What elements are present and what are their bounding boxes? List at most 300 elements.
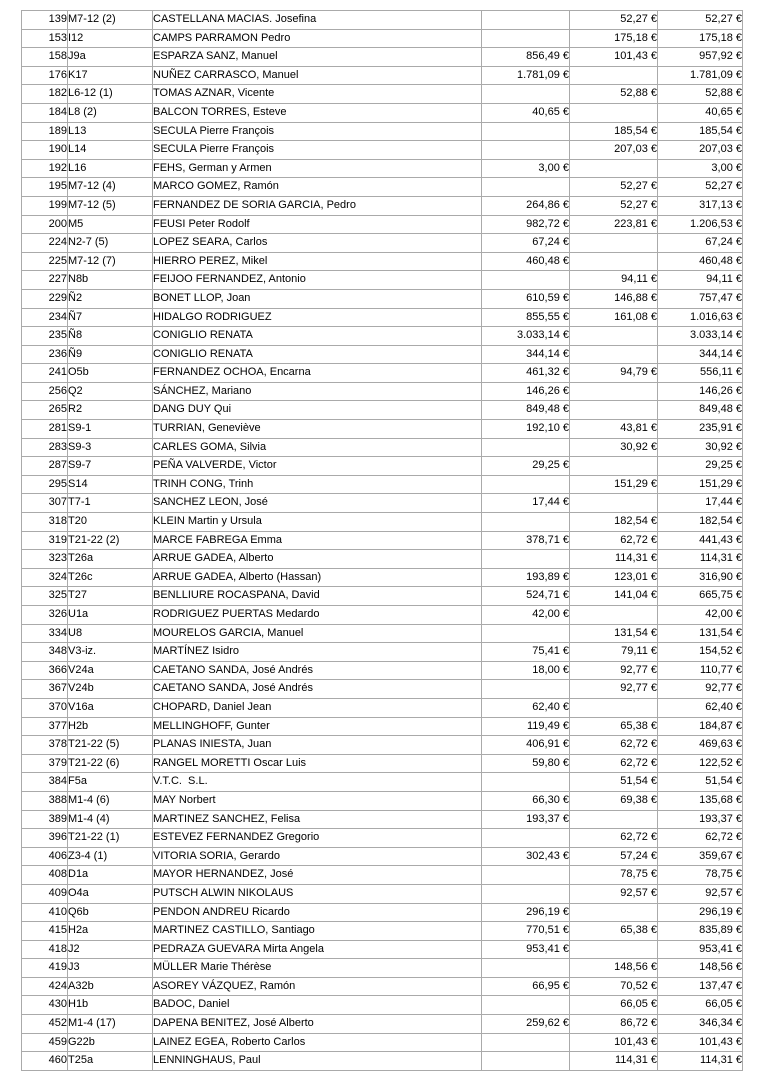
owner-name-cell: FEHS, German y Armen bbox=[153, 159, 482, 178]
fee-1-cell: 460,48 € bbox=[482, 252, 570, 271]
plot-number-cell: 408 bbox=[22, 866, 68, 885]
total-cell: 101,43 € bbox=[658, 1033, 743, 1052]
total-cell: 193,37 € bbox=[658, 810, 743, 829]
table-row bbox=[22, 587, 743, 606]
fee-1-cell: 146,26 € bbox=[482, 382, 570, 401]
plot-number-cell: 153 bbox=[22, 29, 68, 48]
plot-number-cell: 227 bbox=[22, 271, 68, 290]
fee-2-cell bbox=[570, 494, 658, 513]
fee-2-cell: 175,18 € bbox=[570, 29, 658, 48]
table-row bbox=[22, 122, 743, 141]
fee-2-cell: 66,05 € bbox=[570, 996, 658, 1015]
fee-1-cell bbox=[482, 624, 570, 643]
plot-code-cell: V24a bbox=[68, 661, 153, 680]
table-row bbox=[22, 475, 743, 494]
fee-1-cell: 982,72 € bbox=[482, 215, 570, 234]
owner-name-cell: PUTSCH ALWIN NIKOLAUS bbox=[153, 884, 482, 903]
table-row bbox=[22, 736, 743, 755]
table-row bbox=[22, 401, 743, 420]
owner-name-cell: LENNINGHAUS, Paul bbox=[153, 1052, 482, 1071]
fee-1-cell: 855,55 € bbox=[482, 308, 570, 327]
owner-name-cell: PEÑA VALVERDE, Victor bbox=[153, 457, 482, 476]
total-cell: 344,14 € bbox=[658, 345, 743, 364]
fee-table bbox=[21, 10, 743, 1071]
fee-2-cell bbox=[570, 940, 658, 959]
plot-number-cell: 460 bbox=[22, 1052, 68, 1071]
plot-number-cell: 189 bbox=[22, 122, 68, 141]
owner-name-cell: MARTINEZ CASTILLO, Santiago bbox=[153, 922, 482, 941]
owner-name-cell: VITORIA SORIA, Gerardo bbox=[153, 847, 482, 866]
plot-number-cell: 195 bbox=[22, 178, 68, 197]
fee-2-cell: 123,01 € bbox=[570, 568, 658, 587]
plot-code-cell: Ñ9 bbox=[68, 345, 153, 364]
table-row bbox=[22, 884, 743, 903]
fee-1-cell bbox=[482, 85, 570, 104]
plot-code-cell: T25a bbox=[68, 1052, 153, 1071]
table-row bbox=[22, 457, 743, 476]
owner-name-cell: V.T.C. S.L. bbox=[153, 773, 482, 792]
plot-code-cell: T7-1 bbox=[68, 494, 153, 513]
fee-1-cell: 193,37 € bbox=[482, 810, 570, 829]
total-cell: 3,00 € bbox=[658, 159, 743, 178]
table-row bbox=[22, 438, 743, 457]
plot-code-cell: L8 (2) bbox=[68, 103, 153, 122]
total-cell: 953,41 € bbox=[658, 940, 743, 959]
total-cell: 460,48 € bbox=[658, 252, 743, 271]
plot-number-cell: 326 bbox=[22, 606, 68, 625]
owner-name-cell: FERNANDEZ DE SORIA GARCIA, Pedro bbox=[153, 196, 482, 215]
plot-number-cell: 366 bbox=[22, 661, 68, 680]
table-row bbox=[22, 420, 743, 439]
plot-code-cell: D1a bbox=[68, 866, 153, 885]
plot-code-cell: A32b bbox=[68, 977, 153, 996]
owner-name-cell: HIERRO PEREZ, Mikel bbox=[153, 252, 482, 271]
owner-name-cell: FERNANDEZ OCHOA, Encarna bbox=[153, 364, 482, 383]
plot-code-cell: H1b bbox=[68, 996, 153, 1015]
plot-code-cell: M7-12 (4) bbox=[68, 178, 153, 197]
plot-number-cell: 325 bbox=[22, 587, 68, 606]
fee-1-cell: 42,00 € bbox=[482, 606, 570, 625]
total-cell: 52,27 € bbox=[658, 178, 743, 197]
total-cell: 835,89 € bbox=[658, 922, 743, 941]
plot-code-cell: M1-4 (17) bbox=[68, 1015, 153, 1034]
fee-2-cell bbox=[570, 401, 658, 420]
plot-code-cell: V16a bbox=[68, 698, 153, 717]
plot-code-cell: Ñ2 bbox=[68, 289, 153, 308]
plot-number-cell: 139 bbox=[22, 11, 68, 30]
plot-number-cell: 307 bbox=[22, 494, 68, 513]
fee-2-cell: 62,72 € bbox=[570, 829, 658, 848]
plot-number-cell: 430 bbox=[22, 996, 68, 1015]
total-cell: 92,77 € bbox=[658, 680, 743, 699]
plot-number-cell: 158 bbox=[22, 48, 68, 67]
owner-name-cell: TURRIAN, Geneviève bbox=[153, 420, 482, 439]
total-cell: 94,11 € bbox=[658, 271, 743, 290]
total-cell: 235,91 € bbox=[658, 420, 743, 439]
fee-1-cell bbox=[482, 122, 570, 141]
table-row bbox=[22, 48, 743, 67]
plot-code-cell: Ñ7 bbox=[68, 308, 153, 327]
fee-1-cell bbox=[482, 959, 570, 978]
fee-1-cell bbox=[482, 829, 570, 848]
total-cell: 29,25 € bbox=[658, 457, 743, 476]
table-row bbox=[22, 11, 743, 30]
fee-1-cell bbox=[482, 11, 570, 30]
fee-1-cell bbox=[482, 1052, 570, 1071]
total-cell: 66,05 € bbox=[658, 996, 743, 1015]
plot-code-cell: Z3-4 (1) bbox=[68, 847, 153, 866]
total-cell: 67,24 € bbox=[658, 234, 743, 253]
table-row bbox=[22, 345, 743, 364]
plot-number-cell: 192 bbox=[22, 159, 68, 178]
table-row bbox=[22, 996, 743, 1015]
plot-code-cell: T21-22 (5) bbox=[68, 736, 153, 755]
plot-number-cell: 287 bbox=[22, 457, 68, 476]
fee-1-cell: 296,19 € bbox=[482, 903, 570, 922]
plot-number-cell: 378 bbox=[22, 736, 68, 755]
owner-name-cell: TOMAS AZNAR, Vicente bbox=[153, 85, 482, 104]
table-row bbox=[22, 271, 743, 290]
owner-name-cell: LOPEZ SEARA, Carlos bbox=[153, 234, 482, 253]
plot-number-cell: 388 bbox=[22, 791, 68, 810]
plot-code-cell: S9-7 bbox=[68, 457, 153, 476]
plot-code-cell: M7-12 (7) bbox=[68, 252, 153, 271]
fee-2-cell bbox=[570, 698, 658, 717]
plot-number-cell: 190 bbox=[22, 141, 68, 160]
plot-code-cell: L6-12 (1) bbox=[68, 85, 153, 104]
plot-code-cell: N2-7 (5) bbox=[68, 234, 153, 253]
total-cell: 469,63 € bbox=[658, 736, 743, 755]
table-row bbox=[22, 922, 743, 941]
fee-1-cell bbox=[482, 996, 570, 1015]
fee-2-cell: 207,03 € bbox=[570, 141, 658, 160]
owner-name-cell: KLEIN Martin y Ursula bbox=[153, 513, 482, 532]
total-cell: 62,40 € bbox=[658, 698, 743, 717]
fee-1-cell: 610,59 € bbox=[482, 289, 570, 308]
plot-code-cell: M7-12 (2) bbox=[68, 11, 153, 30]
fee-2-cell: 101,43 € bbox=[570, 1033, 658, 1052]
owner-name-cell: BADOC, Daniel bbox=[153, 996, 482, 1015]
plot-number-cell: 176 bbox=[22, 66, 68, 85]
plot-number-cell: 234 bbox=[22, 308, 68, 327]
total-cell: 665,75 € bbox=[658, 587, 743, 606]
fee-2-cell: 57,24 € bbox=[570, 847, 658, 866]
plot-number-cell: 406 bbox=[22, 847, 68, 866]
total-cell: 175,18 € bbox=[658, 29, 743, 48]
fee-1-cell bbox=[482, 178, 570, 197]
plot-code-cell: F5a bbox=[68, 773, 153, 792]
fee-1-cell bbox=[482, 141, 570, 160]
fee-2-cell: 78,75 € bbox=[570, 866, 658, 885]
owner-name-cell: BENLLIURE ROCASPANA, David bbox=[153, 587, 482, 606]
plot-number-cell: 323 bbox=[22, 550, 68, 569]
fee-2-cell: 52,88 € bbox=[570, 85, 658, 104]
total-cell: 110,77 € bbox=[658, 661, 743, 680]
fee-2-cell: 101,43 € bbox=[570, 48, 658, 67]
plot-code-cell: S9-3 bbox=[68, 438, 153, 457]
plot-number-cell: 241 bbox=[22, 364, 68, 383]
fee-1-cell bbox=[482, 438, 570, 457]
fee-1-cell bbox=[482, 773, 570, 792]
table-row bbox=[22, 327, 743, 346]
plot-code-cell: J3 bbox=[68, 959, 153, 978]
fee-2-cell: 92,77 € bbox=[570, 680, 658, 699]
plot-code-cell: T21-22 (1) bbox=[68, 829, 153, 848]
fee-2-cell: 65,38 € bbox=[570, 922, 658, 941]
owner-name-cell: CONIGLIO RENATA bbox=[153, 345, 482, 364]
table-row bbox=[22, 141, 743, 160]
plot-number-cell: 283 bbox=[22, 438, 68, 457]
fee-1-cell: 59,80 € bbox=[482, 754, 570, 773]
owner-name-cell: CAETANO SANDA, José Andrés bbox=[153, 680, 482, 699]
total-cell: 51,54 € bbox=[658, 773, 743, 792]
plot-code-cell: M5 bbox=[68, 215, 153, 234]
plot-code-cell: V3-iz. bbox=[68, 643, 153, 662]
total-cell: 114,31 € bbox=[658, 550, 743, 569]
table-row bbox=[22, 829, 743, 848]
plot-code-cell: L14 bbox=[68, 141, 153, 160]
fee-2-cell: 185,54 € bbox=[570, 122, 658, 141]
plot-number-cell: 199 bbox=[22, 196, 68, 215]
table-row bbox=[22, 364, 743, 383]
plot-code-cell: T26a bbox=[68, 550, 153, 569]
plot-code-cell: V24b bbox=[68, 680, 153, 699]
owner-name-cell: DAPENA BENITEZ, José Alberto bbox=[153, 1015, 482, 1034]
fee-2-cell bbox=[570, 457, 658, 476]
owner-name-cell: LAINEZ EGEA, Roberto Carlos bbox=[153, 1033, 482, 1052]
fee-1-cell: 953,41 € bbox=[482, 940, 570, 959]
fee-2-cell: 70,52 € bbox=[570, 977, 658, 996]
total-cell: 1.016,63 € bbox=[658, 308, 743, 327]
fee-2-cell: 43,81 € bbox=[570, 420, 658, 439]
plot-code-cell: Ñ8 bbox=[68, 327, 153, 346]
plot-code-cell: S14 bbox=[68, 475, 153, 494]
table-row bbox=[22, 717, 743, 736]
fee-1-cell: 770,51 € bbox=[482, 922, 570, 941]
fee-2-cell: 94,11 € bbox=[570, 271, 658, 290]
fee-1-cell bbox=[482, 1033, 570, 1052]
fee-1-cell: 524,71 € bbox=[482, 587, 570, 606]
plot-code-cell: T27 bbox=[68, 587, 153, 606]
table-row bbox=[22, 550, 743, 569]
owner-name-cell: RANGEL MORETTI Oscar Luis bbox=[153, 754, 482, 773]
owner-name-cell: CONIGLIO RENATA bbox=[153, 327, 482, 346]
plot-code-cell: G22b bbox=[68, 1033, 153, 1052]
table-row bbox=[22, 568, 743, 587]
total-cell: 52,27 € bbox=[658, 11, 743, 30]
fee-2-cell: 51,54 € bbox=[570, 773, 658, 792]
owner-name-cell: MOURELOS GARCIA, Manuel bbox=[153, 624, 482, 643]
fee-1-cell bbox=[482, 29, 570, 48]
owner-name-cell: MARCO GOMEZ, Ramón bbox=[153, 178, 482, 197]
fee-2-cell bbox=[570, 234, 658, 253]
owner-name-cell: CAETANO SANDA, José Andrés bbox=[153, 661, 482, 680]
fee-1-cell: 461,32 € bbox=[482, 364, 570, 383]
table-row bbox=[22, 103, 743, 122]
table-row bbox=[22, 866, 743, 885]
total-cell: 30,92 € bbox=[658, 438, 743, 457]
plot-number-cell: 409 bbox=[22, 884, 68, 903]
owner-name-cell: ARRUE GADEA, Alberto (Hassan) bbox=[153, 568, 482, 587]
plot-number-cell: 370 bbox=[22, 698, 68, 717]
plot-code-cell: I12 bbox=[68, 29, 153, 48]
total-cell: 556,11 € bbox=[658, 364, 743, 383]
plot-code-cell: M7-12 (5) bbox=[68, 196, 153, 215]
owner-name-cell: RODRIGUEZ PUERTAS Medardo bbox=[153, 606, 482, 625]
fee-2-cell: 52,27 € bbox=[570, 178, 658, 197]
total-cell: 137,47 € bbox=[658, 977, 743, 996]
plot-number-cell: 256 bbox=[22, 382, 68, 401]
owner-name-cell: ARRUE GADEA, Alberto bbox=[153, 550, 482, 569]
table-row bbox=[22, 382, 743, 401]
table-row bbox=[22, 308, 743, 327]
total-cell: 441,43 € bbox=[658, 531, 743, 550]
plot-code-cell: H2b bbox=[68, 717, 153, 736]
owner-name-cell: BALCON TORRES, Esteve bbox=[153, 103, 482, 122]
plot-number-cell: 318 bbox=[22, 513, 68, 532]
plot-number-cell: 424 bbox=[22, 977, 68, 996]
fee-2-cell bbox=[570, 382, 658, 401]
plot-number-cell: 377 bbox=[22, 717, 68, 736]
table-row bbox=[22, 903, 743, 922]
owner-name-cell: FEUSI Peter Rodolf bbox=[153, 215, 482, 234]
owner-name-cell: FEIJOO FERNANDEZ, Antonio bbox=[153, 271, 482, 290]
plot-number-cell: 281 bbox=[22, 420, 68, 439]
fee-2-cell: 52,27 € bbox=[570, 196, 658, 215]
fee-1-cell: 29,25 € bbox=[482, 457, 570, 476]
fee-1-cell: 3.033,14 € bbox=[482, 327, 570, 346]
owner-name-cell: PLANAS INIESTA, Juan bbox=[153, 736, 482, 755]
owner-name-cell: MARTÍNEZ Isidro bbox=[153, 643, 482, 662]
total-cell: 122,52 € bbox=[658, 754, 743, 773]
fee-1-cell: 66,30 € bbox=[482, 791, 570, 810]
plot-number-cell: 415 bbox=[22, 922, 68, 941]
fee-1-cell bbox=[482, 866, 570, 885]
fee-2-cell: 30,92 € bbox=[570, 438, 658, 457]
table-row bbox=[22, 159, 743, 178]
fee-1-cell: 62,40 € bbox=[482, 698, 570, 717]
fee-1-cell: 378,71 € bbox=[482, 531, 570, 550]
fee-1-cell: 302,43 € bbox=[482, 847, 570, 866]
plot-code-cell: L16 bbox=[68, 159, 153, 178]
plot-code-cell: L13 bbox=[68, 122, 153, 141]
plot-code-cell: R2 bbox=[68, 401, 153, 420]
fee-1-cell: 66,95 € bbox=[482, 977, 570, 996]
total-cell: 148,56 € bbox=[658, 959, 743, 978]
document-page bbox=[21, 10, 743, 1071]
total-cell: 40,65 € bbox=[658, 103, 743, 122]
plot-number-cell: 200 bbox=[22, 215, 68, 234]
owner-name-cell: ESTEVEZ FERNANDEZ Gregorio bbox=[153, 829, 482, 848]
fee-2-cell bbox=[570, 66, 658, 85]
table-row bbox=[22, 680, 743, 699]
plot-number-cell: 236 bbox=[22, 345, 68, 364]
fee-1-cell bbox=[482, 550, 570, 569]
owner-name-cell: ASOREY VÁZQUEZ, Ramón bbox=[153, 977, 482, 996]
table-row bbox=[22, 196, 743, 215]
table-row bbox=[22, 531, 743, 550]
fee-1-cell: 67,24 € bbox=[482, 234, 570, 253]
table-row bbox=[22, 66, 743, 85]
table-row bbox=[22, 773, 743, 792]
table-row bbox=[22, 643, 743, 662]
owner-name-cell: MELLINGHOFF, Gunter bbox=[153, 717, 482, 736]
plot-number-cell: 235 bbox=[22, 327, 68, 346]
fee-2-cell: 92,77 € bbox=[570, 661, 658, 680]
total-cell: 317,13 € bbox=[658, 196, 743, 215]
total-cell: 146,26 € bbox=[658, 382, 743, 401]
plot-code-cell: J9a bbox=[68, 48, 153, 67]
plot-number-cell: 225 bbox=[22, 252, 68, 271]
owner-name-cell: CASTELLANA MACIAS. Josefina bbox=[153, 11, 482, 30]
total-cell: 78,75 € bbox=[658, 866, 743, 885]
total-cell: 62,72 € bbox=[658, 829, 743, 848]
fee-2-cell bbox=[570, 159, 658, 178]
fee-1-cell bbox=[482, 680, 570, 699]
table-row bbox=[22, 791, 743, 810]
fee-1-cell: 119,49 € bbox=[482, 717, 570, 736]
owner-name-cell: MARTINEZ SANCHEZ, Felisa bbox=[153, 810, 482, 829]
total-cell: 135,68 € bbox=[658, 791, 743, 810]
fee-1-cell: 849,48 € bbox=[482, 401, 570, 420]
plot-number-cell: 319 bbox=[22, 531, 68, 550]
owner-name-cell: PEDRAZA GUEVARA Mirta Angela bbox=[153, 940, 482, 959]
owner-name-cell: PENDON ANDREU Ricardo bbox=[153, 903, 482, 922]
owner-name-cell: ESPARZA SANZ, Manuel bbox=[153, 48, 482, 67]
table-row bbox=[22, 1033, 743, 1052]
fee-2-cell: 114,31 € bbox=[570, 1052, 658, 1071]
fee-2-cell: 94,79 € bbox=[570, 364, 658, 383]
table-row bbox=[22, 698, 743, 717]
plot-number-cell: 334 bbox=[22, 624, 68, 643]
plot-number-cell: 459 bbox=[22, 1033, 68, 1052]
fee-2-cell bbox=[570, 345, 658, 364]
table-row bbox=[22, 847, 743, 866]
plot-number-cell: 265 bbox=[22, 401, 68, 420]
total-cell: 849,48 € bbox=[658, 401, 743, 420]
plot-code-cell: M1-4 (6) bbox=[68, 791, 153, 810]
plot-number-cell: 384 bbox=[22, 773, 68, 792]
plot-code-cell: O5b bbox=[68, 364, 153, 383]
fee-2-cell: 146,88 € bbox=[570, 289, 658, 308]
table-row bbox=[22, 29, 743, 48]
fee-2-cell: 52,27 € bbox=[570, 11, 658, 30]
owner-name-cell: HIDALGO RODRIGUEZ bbox=[153, 308, 482, 327]
plot-number-cell: 367 bbox=[22, 680, 68, 699]
fee-1-cell: 75,41 € bbox=[482, 643, 570, 662]
plot-number-cell: 419 bbox=[22, 959, 68, 978]
total-cell: 42,00 € bbox=[658, 606, 743, 625]
plot-code-cell: M1-4 (4) bbox=[68, 810, 153, 829]
owner-name-cell: MAYOR HERNANDEZ, José bbox=[153, 866, 482, 885]
total-cell: 185,54 € bbox=[658, 122, 743, 141]
total-cell: 184,87 € bbox=[658, 717, 743, 736]
total-cell: 131,54 € bbox=[658, 624, 743, 643]
table-row bbox=[22, 494, 743, 513]
fee-1-cell: 18,00 € bbox=[482, 661, 570, 680]
fee-2-cell: 92,57 € bbox=[570, 884, 658, 903]
fee-2-cell: 114,31 € bbox=[570, 550, 658, 569]
plot-number-cell: 418 bbox=[22, 940, 68, 959]
owner-name-cell: BONET LLOP, Joan bbox=[153, 289, 482, 308]
plot-code-cell: O4a bbox=[68, 884, 153, 903]
owner-name-cell: CAMPS PARRAMON Pedro bbox=[153, 29, 482, 48]
fee-1-cell: 1.781,09 € bbox=[482, 66, 570, 85]
plot-code-cell: U1a bbox=[68, 606, 153, 625]
total-cell: 1.781,09 € bbox=[658, 66, 743, 85]
owner-name-cell: MÜLLER Marie Thérèse bbox=[153, 959, 482, 978]
plot-number-cell: 224 bbox=[22, 234, 68, 253]
